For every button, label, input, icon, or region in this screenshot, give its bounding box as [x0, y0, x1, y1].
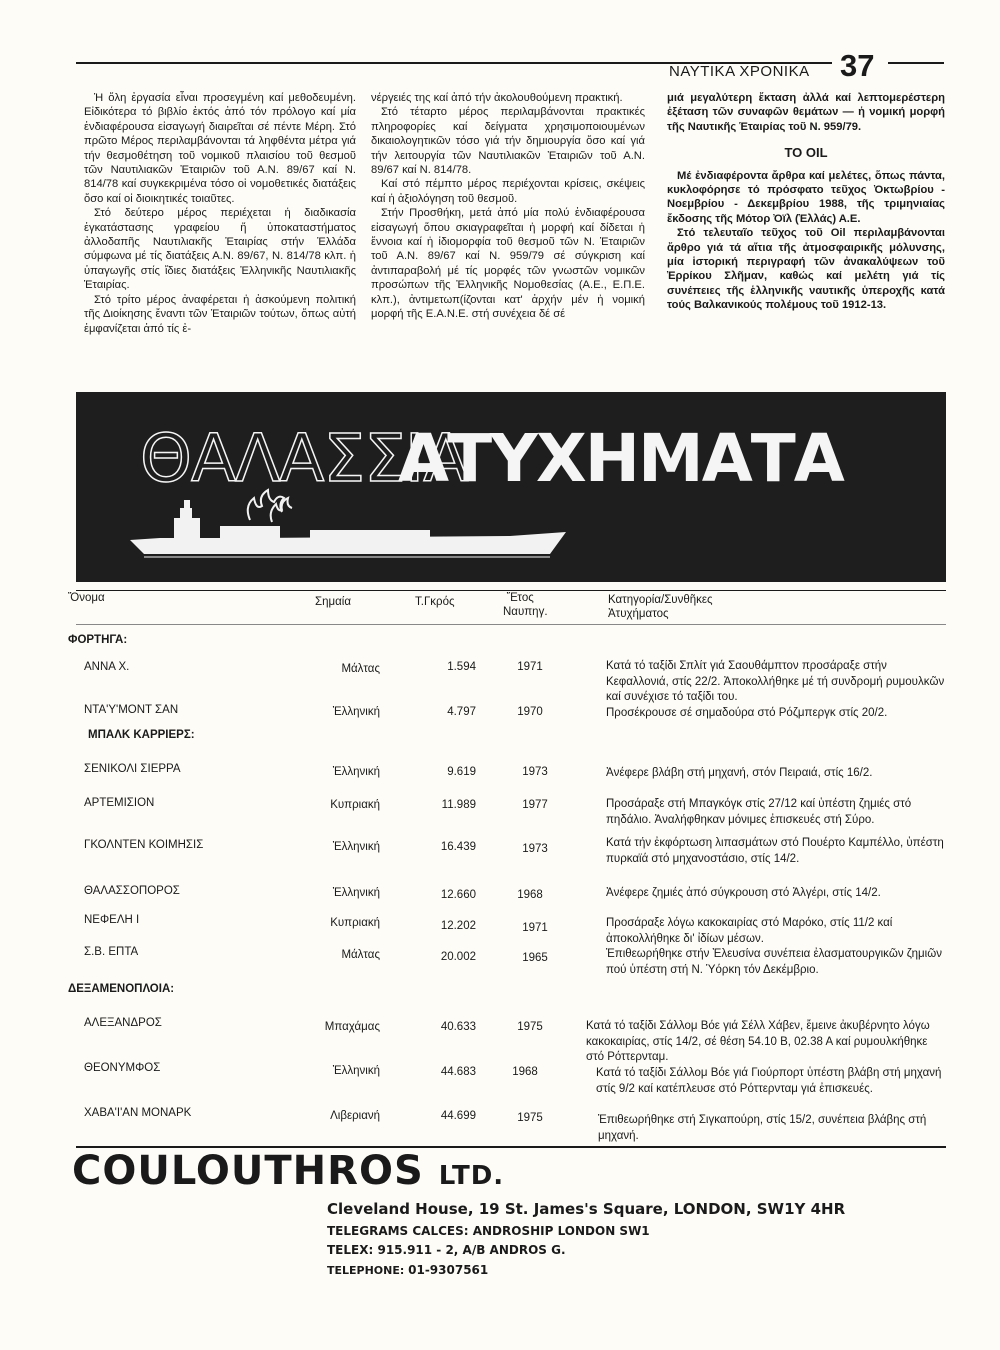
col-header-flag: Σημαία	[315, 596, 351, 608]
ship-name: ΘΑΛΑΣΣΟΠΟΡΟΣ	[84, 885, 180, 897]
ship-grt: 44.683	[440, 1066, 476, 1078]
ship-grt: 16.439	[440, 841, 476, 853]
advert-telex	[327, 1243, 566, 1257]
ship-year: 1971	[517, 661, 543, 673]
advert-telegrams: TELEGRAMS CALCES: ANDROSHIP LONDON SW1	[327, 1224, 650, 1238]
telephone-value: 01-9307561	[408, 1263, 489, 1277]
col-header-name: Ὄνομα	[68, 592, 105, 604]
ship-year: 1975	[517, 1112, 543, 1124]
ship-name: ΣΕΝΙΚΟΛΙ ΣΙΕΡΡΑ	[84, 763, 181, 775]
table-header-rule	[76, 624, 946, 625]
magazine-title: ΝΑΥΤΙΚΑ ΧΡΟΝΙΚΑ	[669, 63, 810, 80]
article-column-1	[84, 91, 356, 336]
telephone-label: TELEPHONE:	[327, 1264, 405, 1277]
incident-description: Προσάραξε στή Μπαγκόγκ στίς 27/12 καί ὑπέστη ζημιές στό πηδάλιο. Ἀναλήφθηκαν μόνιμες ἐπισκευές στή Σύρο.	[606, 798, 912, 826]
incident-description: Κατά τό ταξίδι Σάλλομ Βόε γιά Σέλλ Χάβεν, ἔμεινε ἀκυβέρνητο λόγω κακοκαιρίας, στίς 14/2, σέ θέση 54.10 Β, 02.38 Α καί ρυμουλκήθηκε στό Ρόττερνταμ.	[586, 1020, 930, 1063]
ship-year: 1968	[517, 889, 543, 901]
ship-flag: Λιβεριανή	[330, 1110, 380, 1122]
header-rule-right	[888, 62, 944, 64]
ship-grt: 12.202	[440, 920, 476, 932]
paragraph: Ἡ ὅλη ἐργασία εἶναι προσεγμένη καί μεθοδευμένη. Εἰδικότερα τό βιβλίο ἐκτός ἀπό τόν πρόλογο καί μία ἐνδιαφέρουσα εἰσαγωγή διαιρεῖται σέ πέντε Μέρη. Στό πρῶτο Μέρος περιλαμβάνονται τά ληφθέντα μέτρα γιά τήν θεσμοθέτηση τοῦ νομικοῦ πλαισίου τοῦ θεσμοῦ τῶν Ναυτιλιακῶν Ἑταιριῶν τοῦ Α.Ν. 89/67 καί Ν. 814/78 καί συγκεκριμένα τόσο οἱ νομοθετικές διατάξεις ὅσο καί οἱ διοικητικές τοιαῦτες.	[84, 92, 356, 205]
paragraph: Στό τέταρτο μέρος περιλαμβάνονται πρακτικές πληροφορίες καί δείγματα χρησιμοποιουμένων δικαιολογητικῶν τόσο γιά τήν δημιουργία ὅσο καί γιά τήν λειτουργία τῶν Ναυτιλιακῶν Ἑταιριῶν τοῦ Α.Ν. 89/67 καί Ν. 814/78.	[371, 106, 645, 177]
article-column-2	[371, 91, 645, 322]
ship-year: 1973	[522, 766, 548, 778]
ship-name: Σ.Β. ΕΠΤΑ	[84, 946, 139, 958]
ship-grt: 4.797	[447, 706, 476, 718]
paragraph: Στό τρίτο μέρος ἀναφέρεται ἡ ἀσκούμενη πολιτική τῆς Διοίκησης ἔναντι τῶν Ἑταιριῶν τούτων, ὅπως αὐτή ἐμφανίζεται ἀπό τίς ἐ-	[84, 293, 356, 335]
incident-description: Ἀνέφερε βλάβη στή μηχανή, στόν Πειραιά, στίς 16/2.	[606, 767, 873, 779]
col-header-year-line1: Ἔτος	[506, 592, 534, 604]
ship-year: 1973	[522, 843, 548, 855]
ship-name: ΝΤΑ'Υ'ΜΟΝΤ ΣΑΝ	[84, 704, 179, 716]
ship-grt: 20.002	[440, 951, 476, 963]
paragraph: Μέ ἐνδιαφέροντα ἄρθρα καί μελέτες, ὅπως πάντα, κυκλοφόρησε τό πρόσφατο τεῦχος Ὀκτωβρίου - Νοεμβρίου - Δεκεμβρίου 1988, τῆς τριμηνιαίας ἔκδοσης τῆς Μότορ Ὀϊλ (Ἑλλάς) Α.Ε.	[667, 169, 945, 225]
ship-flag: Ἑλληνική	[332, 841, 380, 853]
advert-telephone	[327, 1263, 488, 1277]
ship-flag: Κυπριακή	[330, 917, 380, 929]
ship-flag: Μπαχάμας	[324, 1021, 380, 1033]
paragraph: μιά μεγαλύτερη ἔκταση ἀλλά καί λεπτομερέστερη ἐξέταση τῶν συναφῶν θεμάτων — ἡ νομική μορφή τῆς Ναυτικῆς Ἑταιρίας τοῦ Ν. 959/79.	[667, 92, 945, 133]
ship-year: 1968	[512, 1066, 538, 1078]
tanker-ship-illustration	[130, 488, 570, 580]
ship-year: 1970	[517, 706, 543, 718]
telex-value: 915.911 - 2, A/B ANDROS G.	[377, 1243, 566, 1257]
ship-flag: Μάλτας	[341, 949, 380, 961]
ship-name: ΑΛΕΞΑΝΔΡΟΣ	[84, 1017, 162, 1029]
category-label: ΦΟΡΤΗΓΑ:	[68, 634, 128, 646]
paragraph: νέργειές της καί ἀπό τήν ἀκολουθούμενη πρακτική.	[371, 92, 623, 104]
ship-grt: 9.619	[447, 766, 476, 778]
ship-grt: 12.660	[440, 889, 476, 901]
col-header-grt: Τ.Γκρός	[415, 596, 455, 608]
ship-grt: 40.633	[440, 1021, 476, 1033]
ship-name: ΑΡΤΕΜΙΣΙΟΝ	[84, 797, 155, 809]
col-header-year-line2: Ναυπηγ.	[503, 606, 548, 618]
incident-description: Κατά τήν ἐκφόρτωση λιπασμάτων στό Πουέρτο Καμπέλλο, ὑπέστη πυρκαϊά στό μηχανοστάσιο, στίς 14/2.	[606, 837, 944, 865]
advert-address: Cleveland House, 19 St. James's Square, LONDON, SW1Y 4HR	[327, 1200, 846, 1218]
col-header-category-line1: Κατηγορία/Συνθῆκες	[608, 594, 713, 606]
col-header-year	[493, 591, 548, 619]
section-subtitle: ΤΟ OIL	[784, 145, 828, 161]
banner-title-bold: ΑΤΥΧΗΜΑΤΑ	[398, 420, 843, 497]
ship-name: ΑΝΝΑ Χ.	[84, 661, 130, 673]
incident-description: Ἀνέφερε ζημιές ἀπό σύγκρουση στό Ἀλγέρι, στίς 14/2.	[606, 887, 881, 899]
ship-name: ΝΕΦΕΛΗ Ι	[84, 914, 140, 926]
advert-company-suffix: LTD.	[438, 1161, 505, 1191]
incident-description: Ἐπιθεωρήθηκε στή Σιγκαπούρη, στίς 15/2, συνέπεια βλάβης στή μηχανή.	[598, 1114, 927, 1142]
ship-year: 1965	[522, 952, 548, 964]
ship-year: 1977	[522, 799, 548, 811]
category-label: ΜΠΑΛΚ ΚΑΡΡΙΕΡΣ:	[88, 729, 195, 741]
advert-company: COULOUTHROS	[72, 1148, 424, 1194]
paragraph: Στό τελευταῖο τεῦχος τοῦ Oil περιλαμβάνονται ἄρθρο γιά τά αἴτια τῆς ἀτμοσφαιρικῆς μόλυνσης, μία ἱστορική περιγραφή τῶν ἀνακαλύψεων τοῦ Ἐρρίκου Σλῆμαν, καθώς καί μελέτη γιά τίς συνέπειες τῆς ἑλληνικῆς ναυτικῆς ὑπεροχῆς κατά τούς Βαλκανικούς πολέμους τοῦ 1912-13.	[667, 227, 945, 312]
ship-name: ΧΑΒΑ'Ι'ΑΝ ΜΟΝΑΡΚ	[84, 1107, 192, 1119]
col-header-category	[608, 593, 713, 621]
ship-name: ΘΕΟΝΥΜΦΟΣ	[84, 1062, 161, 1074]
incident-description: Ἐπιθεωρήθηκε στήν Ἐλευσίνα συνέπεια ἐλασματουργικῶν ζημιῶν πού ὑπέστη στή Ν. Ὑόρκη τόν Δεκέμβριο.	[606, 948, 942, 976]
ship-year: 1971	[522, 922, 548, 934]
incident-description: Κατά τό ταξίδι Σπλίτ γιά Σαουθάμπτον προσάραξε στήν Κεφαλλονιά, στίς 22/2. Ἀποκολλήθηκε μέ τή συνδρομή ρυμουλκῶν καί συνέχισε τό ταξίδι του.	[606, 660, 945, 703]
telex-label: TELEX:	[327, 1243, 374, 1257]
incident-description: Κατά τό ταξίδι Σάλλομ Βόε γιά Γιούρπορτ ὑπέστη βλάβη στή μηχανή στίς 9/2 καί κατέπλευσε στό Ρόττερνταμ γιά ἐπισκευές.	[596, 1067, 942, 1095]
ship-name: ΓΚΟΛΝΤΕΝ ΚΟΙΜΗΣΙΣ	[84, 839, 204, 851]
ship-grt: 44.699	[440, 1110, 476, 1122]
paragraph: Στό δεύτερο μέρος περιέχεται ἡ διαδικασία ἐγκατάστασης γραφείου ἤ ὑποκαταστήματος ἀλλοδαπῆς Ναυτιλιακῆς Ἑταιρίας στήν Ἑλλάδα σύμφωνα μέ τίς διατάξεις Α.Ν. 89/67, Ν. 814/78 κλπ. ἡ ὑπαγωγῆς στίς ἴδιες διατάξεις Ἑλληνικῆς Ναυτιλιακῆς Ἑταιρίας.	[84, 207, 356, 292]
ship-grt: 1.594	[447, 661, 476, 673]
ship-grt: 11.989	[441, 799, 476, 811]
ship-year: 1975	[517, 1021, 543, 1033]
ship-flag: Κυπριακή	[330, 799, 380, 811]
category-label: ΔΕΞΑΜΕΝΟΠΛΟΙΑ:	[68, 983, 175, 995]
paragraph: Καί στό πέμπτο μέρος περιέχονται κρίσεις, σκέψεις καί ἡ ἀξιολόγηση τοῦ θεσμοῦ.	[371, 178, 645, 205]
ship-flag: Ἑλληνική	[332, 1065, 380, 1077]
paragraph: Στήν Προσθήκη, μετά ἀπό μία πολύ ἐνδιαφέρουσα εἰσαγωγή ὅπου σκιαγραφεῖται ἡ μορφή καί δίδεται ἡ ἔννοια καί ἡ ἰδιομορφία τοῦ θεσμοῦ τῶν Ν. Ἑταιριῶν τοῦ Α.Ν. 89/67 καί Ν. 959/79 σέ σύγκριση καί ἀντιπαραβολή μέ τίς μορφές τῶν γνωστῶν νομικῶν προσώπων τῆς Ἑλληνικῆς Νομοθεσίας (Α.Ε., Ε.Π.Ε. κλπ.), ἀντιμετωπ(ίζονται κατ' ἀρχήν μέν ἡ νομική μορφή τῆς Ε.Α.Ν.Ε. στή συνέχεια δέ σέ	[371, 207, 645, 321]
ship-flag: Ἑλληνική	[332, 706, 380, 718]
incident-description: Προσάραξε λόγω κακοκαιρίας στό Μαρόκο, στίς 11/2 καί ἀποκολλήθηκε δι' ἰδίων μέσων.	[606, 917, 893, 945]
advert-company-name	[72, 1148, 504, 1194]
ship-flag: Ἑλληνική	[332, 887, 380, 899]
banner-title-outline: ΘΑΛΑΣΣΙΑ	[140, 420, 468, 497]
ship-flag: Ἑλληνική	[332, 766, 380, 778]
page-number: 37	[840, 48, 875, 83]
article-column-3	[667, 91, 945, 313]
ship-flag: Μάλτας	[341, 663, 380, 675]
col-header-category-line2: Ἀτυχήματος	[608, 608, 669, 620]
incident-description: Προσέκρουσε σέ σημαδούρα στό Ρόζμπεργκ στίς 20/2.	[606, 707, 888, 719]
